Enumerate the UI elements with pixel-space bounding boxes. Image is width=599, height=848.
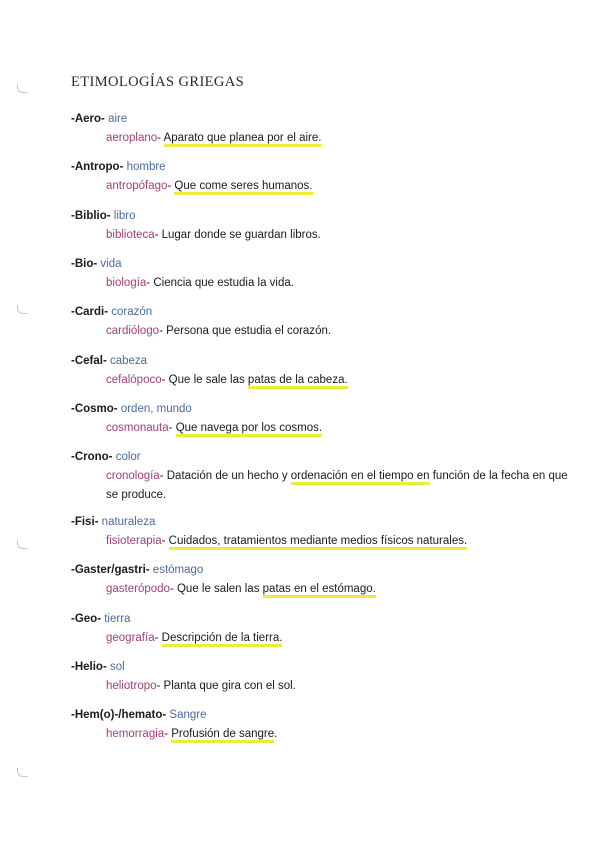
page-title: ETIMOLOGÍAS GRIEGAS <box>71 74 245 90</box>
separator: - <box>164 728 172 740</box>
example-word: heliotropo <box>106 680 157 692</box>
etymology-entry <box>71 257 581 293</box>
etymology-entry <box>71 660 581 696</box>
root-line <box>71 563 581 578</box>
greek-root: -Fisi- <box>71 516 99 528</box>
definition-line <box>106 129 581 148</box>
scan-mark <box>17 84 28 93</box>
scan-mark <box>17 768 28 777</box>
root-line <box>71 515 581 530</box>
example-word: gasterópodo <box>106 583 170 595</box>
root-line <box>71 160 581 175</box>
root-line <box>71 209 581 224</box>
etymology-entry <box>71 563 581 599</box>
root-line <box>71 402 581 417</box>
etymology-entry <box>71 450 581 505</box>
example-word: aeroplano <box>106 132 158 144</box>
etymology-entry <box>71 209 581 245</box>
etymology-entry <box>71 354 581 390</box>
etymology-entry <box>71 708 581 744</box>
scan-mark <box>17 540 28 549</box>
greek-root: -Aero- <box>71 113 105 125</box>
separator: - <box>146 277 154 289</box>
root-line <box>71 612 581 627</box>
definition-line <box>106 532 581 551</box>
root-line <box>71 660 581 675</box>
etymology-entry <box>71 305 581 341</box>
definition-line <box>106 467 581 505</box>
definition-text: Planta que gira con el sol. <box>163 680 296 692</box>
definition-text: función de la fecha en que se produce. <box>106 470 568 501</box>
root-line <box>71 305 581 320</box>
definition-line <box>106 677 581 696</box>
greek-root: -Cardi- <box>71 306 109 318</box>
greek-root: -Antropo- <box>71 161 124 173</box>
greek-root: -Helio- <box>71 661 107 673</box>
greek-root: -Cefal- <box>71 355 107 367</box>
example-word: cardiólogo <box>106 325 160 337</box>
example-word: cefalópoco <box>106 374 162 386</box>
etymology-entry <box>71 112 581 148</box>
root-meaning: naturaleza <box>98 516 156 528</box>
root-meaning: vida <box>97 258 122 270</box>
root-meaning: estómago <box>149 564 204 576</box>
separator: - <box>154 229 162 241</box>
highlighted-definition: ordenación en el tiempo en <box>291 470 430 485</box>
definition-text: . <box>274 728 278 740</box>
greek-root: -Geo- <box>71 613 102 625</box>
separator: - <box>156 680 164 692</box>
highlighted-definition: Que come seres humanos. <box>174 180 312 195</box>
etymology-entry <box>71 402 581 438</box>
root-meaning: Sangre <box>166 709 207 721</box>
root-line <box>71 354 581 369</box>
etymology-entry <box>71 160 581 196</box>
greek-root: -Gaster/gastri- <box>71 564 150 576</box>
root-meaning: corazón <box>108 306 153 318</box>
separator: - <box>168 422 176 434</box>
greek-root: -Cosmo- <box>71 403 118 415</box>
definition-line <box>106 371 581 390</box>
highlighted-definition: Que navega por los cosmos. <box>176 422 322 437</box>
greek-root: -Bio- <box>71 258 98 270</box>
highlighted-definition: Cuidados, tratamientos mediante medios físicos naturales. <box>169 535 468 550</box>
definition-text: Lugar donde se guardan libros. <box>161 229 321 241</box>
example-word: biblioteca <box>106 229 155 241</box>
highlighted-definition: Aparato que planea por el aire. <box>164 132 322 147</box>
definition-text: Que le sale las <box>168 374 248 386</box>
root-meaning: orden, mundo <box>117 403 192 415</box>
definition-text: Ciencia que estudia la vida. <box>153 277 294 289</box>
example-word: antropófago <box>106 180 168 192</box>
definition-line <box>106 274 581 293</box>
highlighted-definition: patas en el estómago. <box>263 583 376 598</box>
separator: - <box>169 583 177 595</box>
definition-text: Datación de un hecho y <box>166 470 291 482</box>
greek-root: -Biblio- <box>71 210 111 222</box>
definition-line <box>106 629 581 648</box>
definition-line <box>106 580 581 599</box>
root-meaning: libro <box>110 210 136 222</box>
definition-line <box>106 725 581 744</box>
root-meaning: cabeza <box>106 355 148 367</box>
separator: - <box>161 374 169 386</box>
root-meaning: sol <box>106 661 125 673</box>
example-word: geografía <box>106 632 155 644</box>
definition-line <box>106 177 581 196</box>
separator: - <box>161 535 169 547</box>
definition-line <box>106 226 581 245</box>
definition-line <box>106 322 581 341</box>
separator: - <box>157 132 164 144</box>
root-line <box>71 450 581 465</box>
example-word: hemorragia <box>106 728 165 740</box>
example-word: cronología <box>106 470 160 482</box>
greek-root: -Hem(o)-/hemato- <box>71 709 167 721</box>
etymology-entry <box>71 515 581 551</box>
separator: - <box>159 470 167 482</box>
definition-text: Que le salen las <box>176 583 263 595</box>
separator: - <box>154 632 162 644</box>
separator: - <box>167 180 175 192</box>
scan-mark <box>17 305 28 314</box>
etymology-entry <box>71 612 581 648</box>
separator: - <box>159 325 167 337</box>
highlighted-definition: Descripción de la tierra. <box>162 632 283 647</box>
root-meaning: color <box>112 451 141 463</box>
root-line <box>71 112 581 127</box>
definition-line <box>106 419 581 438</box>
example-word: cosmonauta <box>106 422 169 434</box>
definition-text: Persona que estudia el corazón. <box>166 325 332 337</box>
highlighted-definition: Profusión de sangre <box>171 728 274 743</box>
root-meaning: hombre <box>123 161 166 173</box>
greek-root: -Crono- <box>71 451 113 463</box>
example-word: fisioterapia <box>106 535 162 547</box>
root-line <box>71 257 581 272</box>
root-meaning: aire <box>104 113 128 125</box>
root-line <box>71 708 581 723</box>
highlighted-definition: patas de la cabeza. <box>248 374 348 389</box>
root-meaning: tierra <box>101 613 131 625</box>
example-word: biología <box>106 277 147 289</box>
